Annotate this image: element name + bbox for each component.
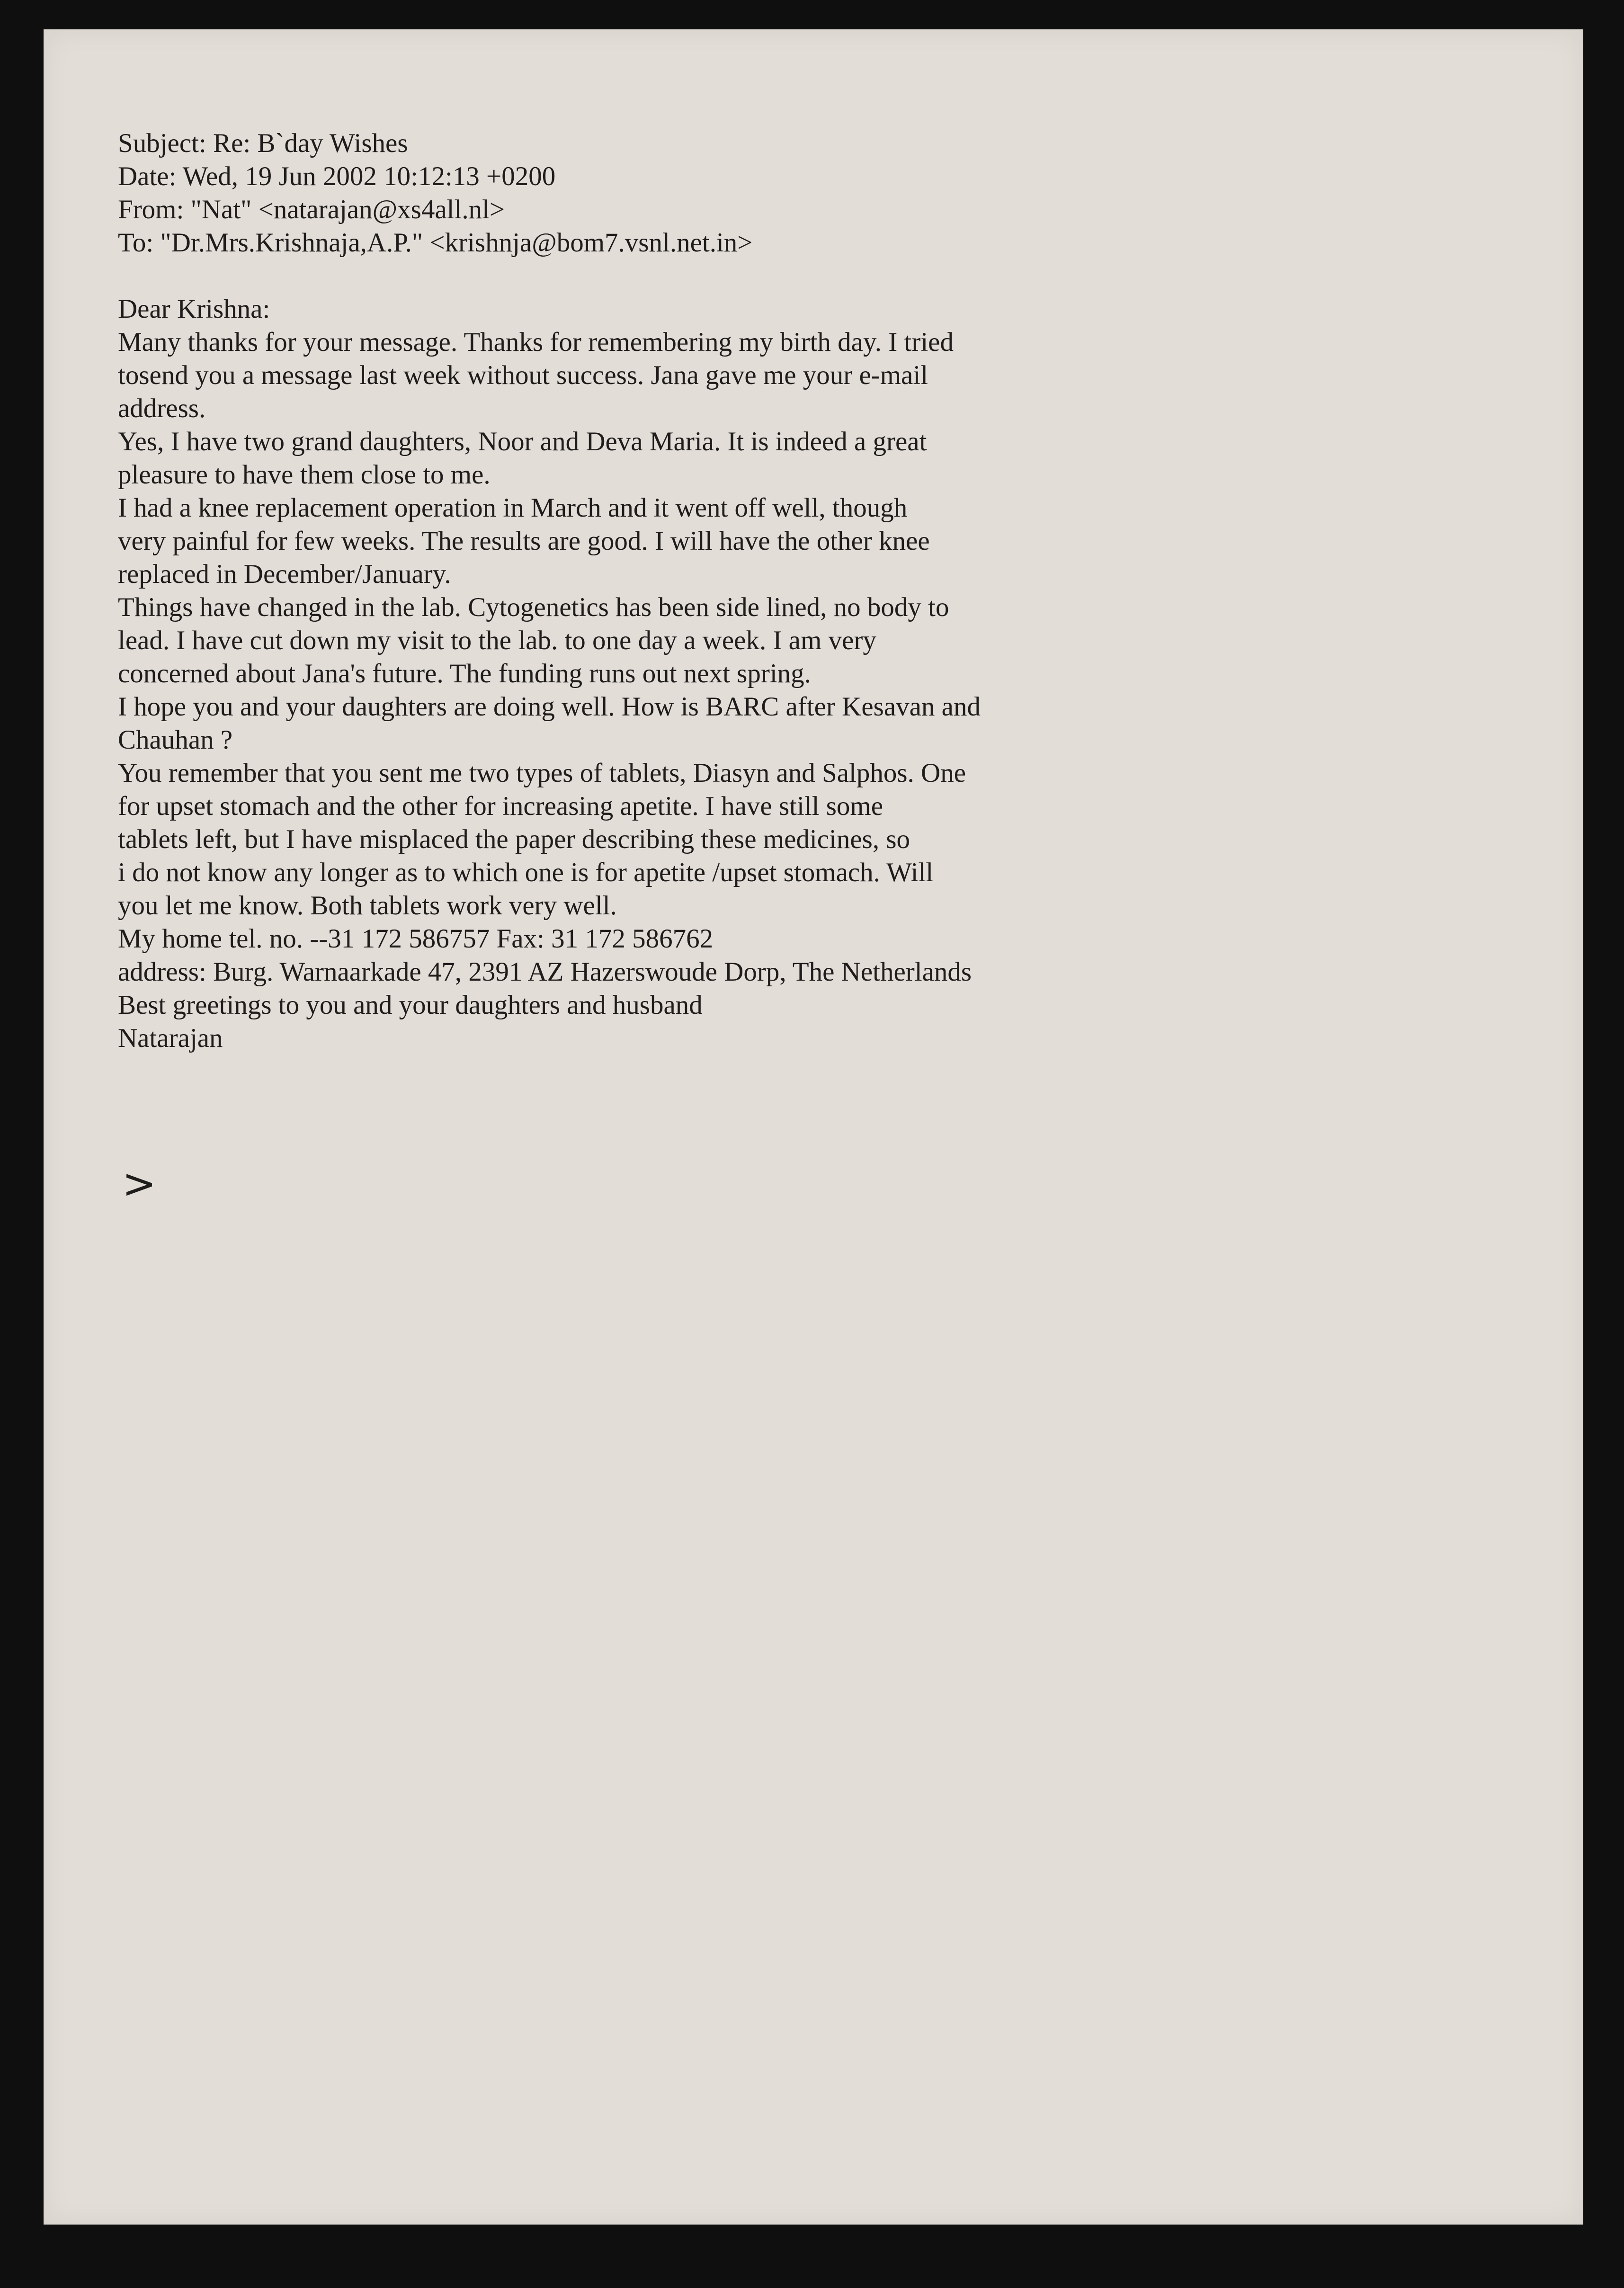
body-line: Yes, I have two grand daughters, Noor and Deva Maria. It is indeed a great — [118, 427, 927, 456]
body-line: My home tel. no. --31 172 586757 Fax: 31 172 586762 — [118, 924, 714, 954]
body-line: very painful for few weeks. The results are good. I will have the other knee — [118, 526, 930, 556]
from-line: From: "Nat" <natarajan@xs4all.nl> — [118, 195, 505, 224]
signature-line: Natarajan — [118, 1023, 223, 1053]
body-line: Best greetings to you and your daughters and husband — [118, 990, 703, 1020]
body-line: Chauhan ? — [118, 725, 233, 755]
body-line: Many thanks for your message. Thanks for remembering my birth day. I tried — [118, 327, 954, 357]
header-body-gap — [118, 259, 1207, 293]
email-printout — [118, 127, 1207, 1055]
body-line: for upset stomach and the other for increasing apetite. I have still some — [118, 791, 883, 821]
body-line: tosend you a message last week without success. Jana gave me your e-mail — [118, 360, 928, 390]
body-line: Things have changed in the lab. Cytogenetics has been side lined, no body to — [118, 592, 949, 622]
body-line: replaced in December/January. — [118, 559, 451, 589]
greeting-line: Dear Krishna: — [118, 294, 270, 324]
body-line: address: Burg. Warnaarkade 47, 2391 AZ Hazerswoude Dorp, The Netherlands — [118, 957, 972, 987]
date-line: Date: Wed, 19 Jun 2002 10:12:13 +0200 — [118, 161, 556, 191]
body-line: you let me know. Both tablets work very well. — [118, 891, 617, 921]
body-line: lead. I have cut down my visit to the lab. to one day a week. I am very — [118, 626, 876, 655]
body-line: I hope you and your daughters are doing well. How is BARC after Kesavan and — [118, 692, 981, 722]
subject-line: Subject: Re: B`day Wishes — [118, 128, 408, 158]
body-line: I had a knee replacement operation in March and it went off well, though — [118, 493, 908, 523]
quote-marker: > — [122, 1160, 157, 1207]
body-line: i do not know any longer as to which one is for apetite /upset stomach. Will — [118, 858, 934, 887]
body-line: You remember that you sent me two types of tablets, Diasyn and Salphos. One — [118, 758, 966, 788]
body-line: pleasure to have them close to me. — [118, 460, 491, 490]
body-line: concerned about Jana's future. The funding runs out next spring. — [118, 659, 811, 688]
email-header — [118, 127, 1207, 259]
email-body — [118, 293, 1207, 1055]
to-line: To: "Dr.Mrs.Krishnaja,A.P." <krishnja@bom7.vsnl.net.in> — [118, 228, 753, 258]
body-line: tablets left, but I have misplaced the paper describing these medicines, so — [118, 824, 910, 854]
body-line: address. — [118, 393, 206, 423]
